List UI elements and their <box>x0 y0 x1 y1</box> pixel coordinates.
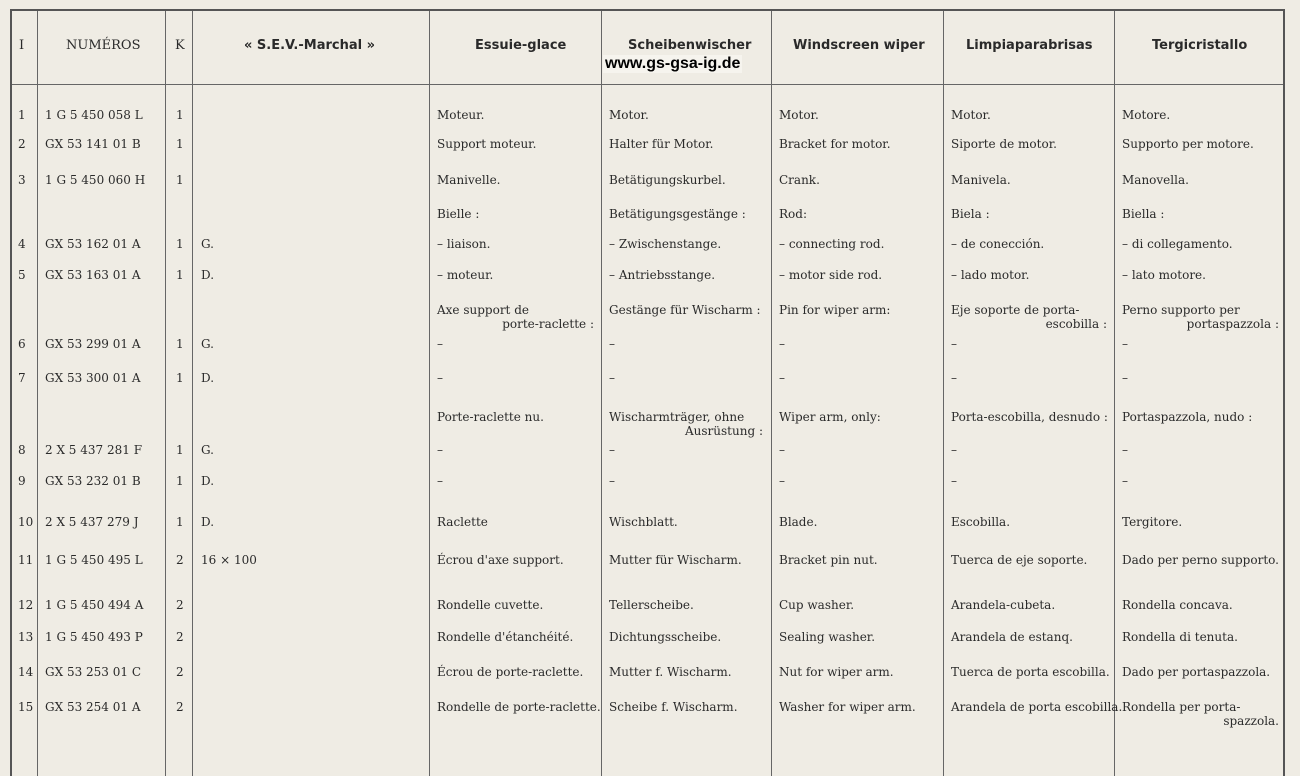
italian-description: – lato motore. <box>1122 268 1206 282</box>
part-number: 1 G 5 450 494 A <box>45 598 144 612</box>
french-description: Écrou d'axe support. <box>437 553 564 567</box>
italian-description: Supporto per motore. <box>1122 137 1254 151</box>
french-description: Support moteur. <box>437 137 537 151</box>
french-description: Rondelle de porte-raclette. <box>437 700 601 714</box>
row-number: 10 <box>18 515 34 529</box>
english-description: – <box>779 474 785 488</box>
spanish-description: Motor. <box>951 108 991 122</box>
part-number: 2 X 5 437 279 J <box>45 515 139 529</box>
italian-description: Manovella. <box>1122 173 1189 187</box>
italian-description: Tergitore. <box>1122 515 1183 529</box>
english-description: Cup washer. <box>779 598 855 612</box>
english-description: – connecting rod. <box>779 237 885 251</box>
spanish-description: Tuerca de porta escobilla. <box>951 665 1110 679</box>
spanish-description: – de conección. <box>951 237 1045 251</box>
column-divider <box>1114 11 1115 776</box>
row-number: 4 <box>18 237 26 251</box>
quantity-k: 2 <box>176 630 184 644</box>
german-description: – <box>609 443 615 457</box>
spanish-description: Biela : <box>951 207 990 221</box>
quantity-k: 1 <box>176 474 184 488</box>
english-description: Washer for wiper arm. <box>779 700 916 714</box>
english-description: Blade. <box>779 515 818 529</box>
part-number: GX 53 141 01 B <box>45 137 141 151</box>
italian-description: – <box>1122 371 1128 385</box>
quantity-k: 1 <box>176 268 184 282</box>
spanish-description: Arandela-cubeta. <box>951 598 1056 612</box>
header-sev-marchal: « S.E.V.-Marchal » <box>244 38 375 53</box>
quantity-k: 2 <box>176 598 184 612</box>
header-french: Essuie-glace <box>475 38 567 53</box>
header-german: Scheibenwischer <box>628 38 752 53</box>
english-description: – <box>779 371 785 385</box>
english-description: Crank. <box>779 173 820 187</box>
italian-description: – <box>1122 443 1128 457</box>
french-description: Rondelle d'étanchéité. <box>437 630 574 644</box>
part-number: GX 53 163 01 A <box>45 268 141 282</box>
sev-marchal-note: D. <box>201 371 215 385</box>
english-description: – motor side rod. <box>779 268 883 282</box>
german-description: Halter für Motor. <box>609 137 714 151</box>
italian-description: – <box>1122 337 1128 351</box>
row-number: 9 <box>18 474 26 488</box>
spanish-description: – <box>951 474 957 488</box>
italian-description: – di collegamento. <box>1122 237 1233 251</box>
header-k: K <box>175 38 185 53</box>
quantity-k: 2 <box>176 700 184 714</box>
italian-description: Dado per perno supporto. <box>1122 553 1279 567</box>
sev-marchal-note: G. <box>201 337 214 351</box>
row-number: 1 <box>18 108 26 122</box>
column-divider <box>943 11 944 776</box>
sev-marchal-note: D. <box>201 268 215 282</box>
quantity-k: 1 <box>176 137 184 151</box>
part-number: GX 53 162 01 A <box>45 237 141 251</box>
part-number: GX 53 299 01 A <box>45 337 141 351</box>
french-description: Bielle : <box>437 207 480 221</box>
spanish-description: Porta-escobilla, desnudo : <box>951 410 1108 424</box>
french-description: Moteur. <box>437 108 485 122</box>
quantity-k: 1 <box>176 108 184 122</box>
row-number: 6 <box>18 337 26 351</box>
header-numeros: NUMÉROS <box>66 38 141 53</box>
german-description: Dichtungsscheibe. <box>609 630 722 644</box>
italian-description: Biella : <box>1122 207 1165 221</box>
column-divider <box>37 11 38 776</box>
quantity-k: 1 <box>176 515 184 529</box>
english-description: – <box>779 337 785 351</box>
english-description: Sealing washer. <box>779 630 876 644</box>
italian-description: Portaspazzola, nudo : <box>1122 410 1253 424</box>
german-description: Scheibe f. Wischarm. <box>609 700 738 714</box>
spanish-description: Tuerca de eje soporte. <box>951 553 1088 567</box>
german-description: Wischblatt. <box>609 515 678 529</box>
header-index: I <box>19 38 25 53</box>
english-description: Nut for wiper arm. <box>779 665 894 679</box>
row-number: 13 <box>18 630 34 644</box>
spanish-description: Escobilla. <box>951 515 1011 529</box>
german-description: Motor. <box>609 108 649 122</box>
french-description: Porte-raclette nu. <box>437 410 544 424</box>
german-description: Tellerscheibe. <box>609 598 694 612</box>
header-italian: Tergicristallo <box>1152 38 1248 53</box>
sev-marchal-note: D. <box>201 474 215 488</box>
row-number: 7 <box>18 371 26 385</box>
part-number: GX 53 253 01 C <box>45 665 142 679</box>
spanish-description: – <box>951 443 957 457</box>
column-divider <box>601 11 602 776</box>
sev-marchal-note: G. <box>201 443 214 457</box>
part-number: 1 G 5 450 493 P <box>45 630 143 644</box>
part-number: GX 53 300 01 A <box>45 371 141 385</box>
spanish-description: – lado motor. <box>951 268 1030 282</box>
german-description: – <box>609 474 615 488</box>
quantity-k: 2 <box>176 665 184 679</box>
spanish-description: Siporte de motor. <box>951 137 1057 151</box>
row-number: 12 <box>18 598 34 612</box>
italian-description: Motore. <box>1122 108 1171 122</box>
french-description: Rondelle cuvette. <box>437 598 544 612</box>
spanish-description: – <box>951 337 957 351</box>
row-number: 2 <box>18 137 26 151</box>
header-english: Windscreen wiper <box>793 38 925 53</box>
italian-description: Rondella per porta- spazzola. <box>1122 700 1279 728</box>
table-top-border <box>10 9 1285 11</box>
french-description: – moteur. <box>437 268 494 282</box>
english-description: – <box>779 443 785 457</box>
header-divider <box>12 84 1283 85</box>
row-number: 3 <box>18 173 26 187</box>
spanish-description: Arandela de estanq. <box>951 630 1073 644</box>
german-description: – Zwischenstange. <box>609 237 722 251</box>
sev-marchal-note: 16 × 100 <box>201 553 257 567</box>
header-spanish: Limpiaparabrisas <box>966 38 1093 53</box>
french-description: – <box>437 474 443 488</box>
french-description: Axe support de porte-raclette : <box>437 303 594 331</box>
italian-description: – <box>1122 474 1128 488</box>
row-number: 14 <box>18 665 34 679</box>
part-number: 2 X 5 437 281 F <box>45 443 143 457</box>
column-divider <box>429 11 430 776</box>
german-description: – <box>609 371 615 385</box>
column-divider <box>165 11 166 776</box>
german-description: – <box>609 337 615 351</box>
column-divider <box>192 11 193 776</box>
german-description: Betätigungsgestänge : <box>609 207 746 221</box>
italian-description: Rondella di tenuta. <box>1122 630 1238 644</box>
part-number: GX 53 232 01 B <box>45 474 141 488</box>
row-number: 11 <box>18 553 34 567</box>
part-number: GX 53 254 01 A <box>45 700 141 714</box>
sev-marchal-note: G. <box>201 237 214 251</box>
spanish-description: Eje soporte de porta- escobilla : <box>951 303 1107 331</box>
row-number: 8 <box>18 443 26 457</box>
table-left-border <box>10 9 12 776</box>
french-description: Écrou de porte-raclette. <box>437 665 584 679</box>
french-description: Manivelle. <box>437 173 501 187</box>
row-number: 5 <box>18 268 26 282</box>
quantity-k: 2 <box>176 553 184 567</box>
part-number: 1 G 5 450 060 H <box>45 173 146 187</box>
german-description: – Antriebsstange. <box>609 268 716 282</box>
french-description: – <box>437 371 443 385</box>
quantity-k: 1 <box>176 443 184 457</box>
part-number: 1 G 5 450 058 L <box>45 108 143 122</box>
english-description: Bracket pin nut. <box>779 553 878 567</box>
spanish-description: Arandela de porta escobilla. <box>951 700 1123 714</box>
watermark-url: www.gs-gsa-ig.de <box>605 55 741 72</box>
french-description: – <box>437 337 443 351</box>
column-divider <box>771 11 772 776</box>
row-number: 15 <box>18 700 34 714</box>
italian-description: Perno supporto per portaspazzola : <box>1122 303 1279 331</box>
french-description: – <box>437 443 443 457</box>
sev-marchal-note: D. <box>201 515 215 529</box>
english-description: Pin for wiper arm: <box>779 303 891 317</box>
spanish-description: – <box>951 371 957 385</box>
italian-description: Rondella concava. <box>1122 598 1233 612</box>
english-description: Motor. <box>779 108 819 122</box>
english-description: Bracket for motor. <box>779 137 891 151</box>
french-description: – liaison. <box>437 237 491 251</box>
german-description: Gestänge für Wischarm : <box>609 303 761 317</box>
table-right-border <box>1283 9 1285 776</box>
german-description: Mutter für Wischarm. <box>609 553 742 567</box>
quantity-k: 1 <box>176 337 184 351</box>
english-description: Rod: <box>779 207 807 221</box>
part-number: 1 G 5 450 495 L <box>45 553 143 567</box>
german-description: Betätigungskurbel. <box>609 173 726 187</box>
english-description: Wiper arm, only: <box>779 410 881 424</box>
french-description: Raclette <box>437 515 488 529</box>
spanish-description: Manivela. <box>951 173 1011 187</box>
german-description: Wischarmträger, ohne Ausrüstung : <box>609 410 763 438</box>
italian-description: Dado per portaspazzola. <box>1122 665 1271 679</box>
quantity-k: 1 <box>176 371 184 385</box>
quantity-k: 1 <box>176 237 184 251</box>
quantity-k: 1 <box>176 173 184 187</box>
german-description: Mutter f. Wischarm. <box>609 665 732 679</box>
